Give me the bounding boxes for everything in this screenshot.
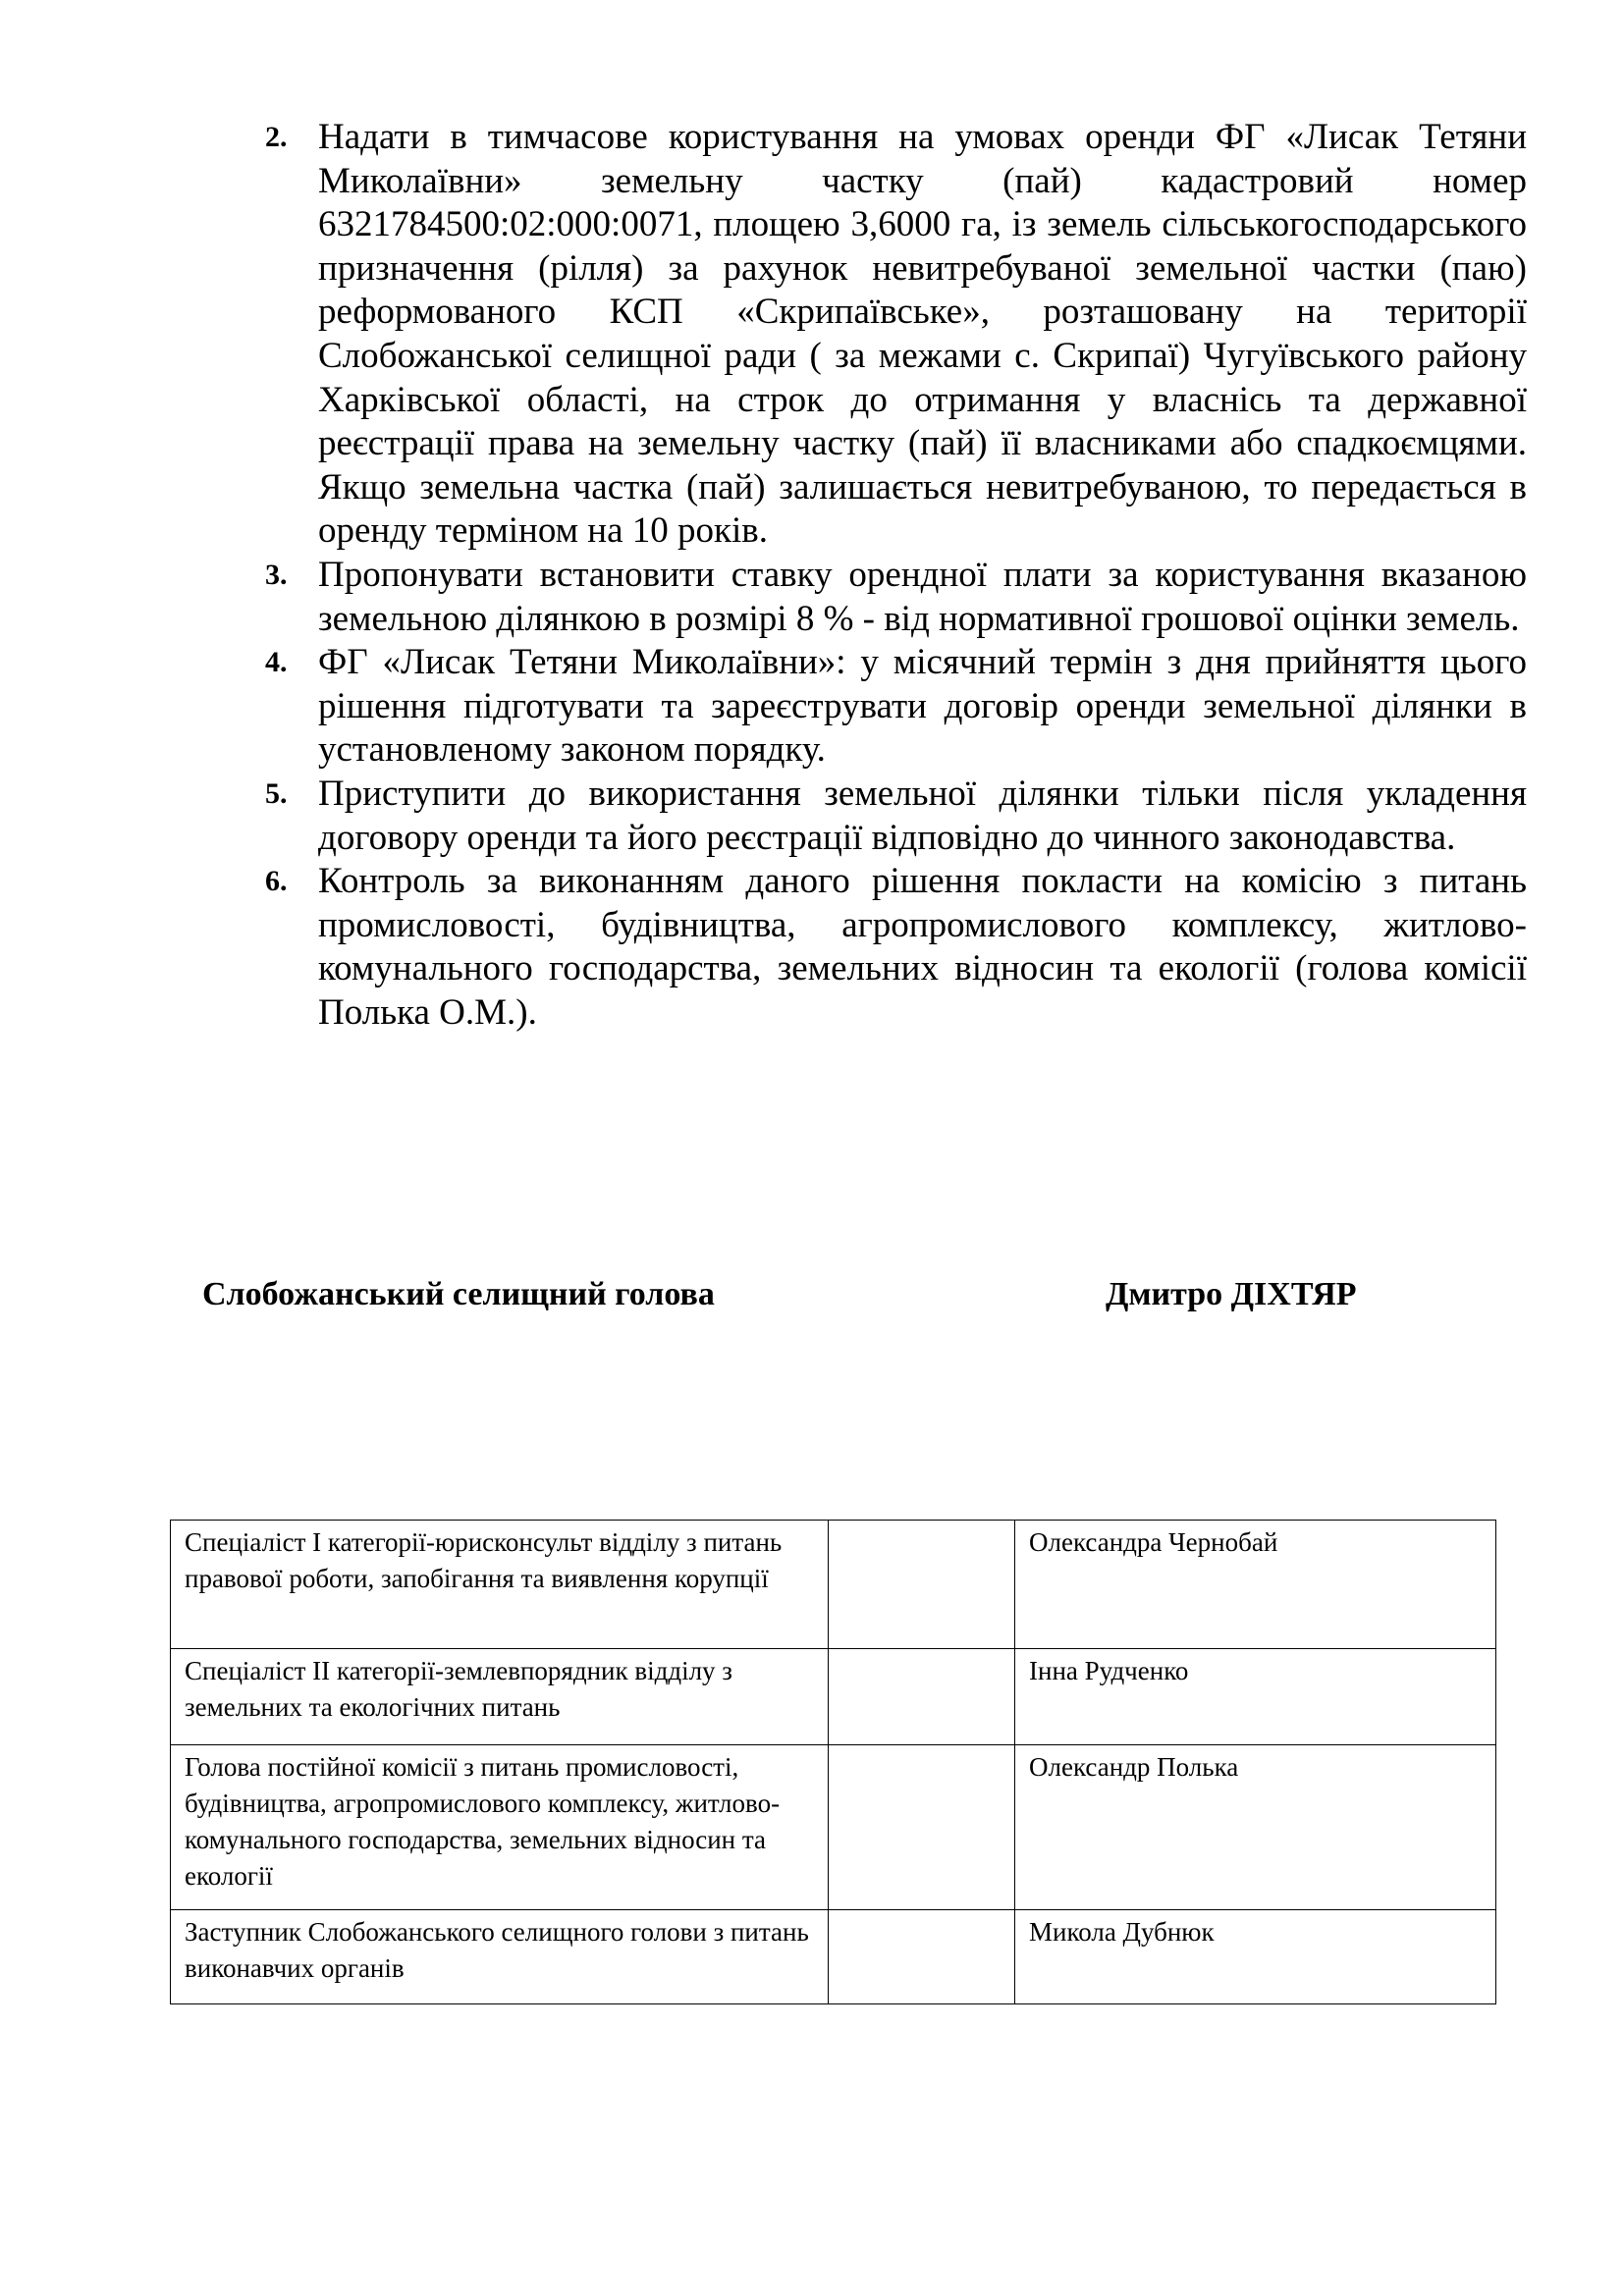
decision-item bbox=[265, 116, 1527, 554]
signature-cell bbox=[829, 1745, 1015, 1910]
name-cell: Олександр Полька bbox=[1015, 1745, 1496, 1910]
signature-name: Дмитро ДІХТЯР bbox=[1106, 1276, 1357, 1312]
decision-item bbox=[265, 641, 1527, 773]
decision-item bbox=[265, 554, 1527, 641]
position-cell: Спеціаліст ІІ категорії-землевпорядник відділу з земельних та екологічних питань bbox=[171, 1649, 829, 1745]
position-cell: Голова постійної комісії з питань промисловості, будівництва, агропромислового комплексу, житлово-комунального господарства, земельних відносин та екології bbox=[171, 1745, 829, 1910]
position-cell: Спеціаліст І категорії-юрисконсульт відділу з питань правової роботи, запобігання та виявлення корупції bbox=[171, 1521, 829, 1649]
table-row bbox=[171, 1910, 1496, 2004]
decision-item bbox=[265, 773, 1527, 860]
table-row bbox=[171, 1521, 1496, 1649]
item-number: 5. bbox=[265, 776, 288, 810]
item-text: Приступити до використання земельної ділянки тільки після укладення договору оренди та його реєстрації відповідно до чинного законодавства. bbox=[318, 773, 1527, 858]
item-text: Пропонувати встановити ставку орендної плати за користування вказаною земельною ділянкою в розмірі 8 % - від нормативної грошової оцінки земель. bbox=[318, 554, 1527, 639]
name-cell: Інна Рудченко bbox=[1015, 1649, 1496, 1745]
table-row bbox=[171, 1649, 1496, 1745]
item-number: 2. bbox=[265, 121, 288, 153]
name-cell: Олександра Чернобай bbox=[1015, 1521, 1496, 1649]
signature-cell bbox=[829, 1649, 1015, 1745]
name-cell: Микола Дубнюк bbox=[1015, 1910, 1496, 2004]
signature-cell bbox=[829, 1910, 1015, 2004]
signature-cell bbox=[829, 1521, 1015, 1649]
item-number: 3. bbox=[265, 558, 288, 591]
decision-item bbox=[265, 860, 1527, 1035]
item-number: 6. bbox=[265, 865, 288, 898]
item-text: ФГ «Лисак Тетяни Миколаївни»: у місячний термін з дня прийняття цього рішення підготувати та зареєструвати договір оренди земельної ділянки в установленому законом порядку. bbox=[318, 642, 1527, 771]
table-row bbox=[171, 1745, 1496, 1910]
item-number: 4. bbox=[265, 646, 288, 679]
decision-list bbox=[265, 116, 1527, 1035]
item-text: Контроль за виконанням даного рішення покласти на комісію з питань промисловості, будівництва, агропромислового комплексу, житлово-комунального господарства, земельних відносин та екології (голова комісії Полька О.М.). bbox=[318, 861, 1527, 1033]
approvals-table bbox=[170, 1520, 1496, 2004]
item-text: Надати в тимчасове користування на умовах оренди ФГ «Лисак Тетяни Миколаївни» земельну частку (пай) кадастровий номер 6321784500:02:000:0071, площею 3,6000 га, із земель сільськогосподарського призначення (рілля) за рахунок невитребуваної земельної частки (паю) реформованого КСП «Скрипаївське», розташовану на території Слобожанської селищної ради ( за межами с. Скрипаї) Чугуївського району Харківської області, на строк до отримання у власнісь та державної реєстрації права на земельну частку (пай) її власниками або спадкоємцями. Якщо земельна частка (пай) залишається невитребуваною, то передається в оренду терміном на 10 років. bbox=[318, 117, 1527, 552]
signature-block bbox=[202, 1276, 1420, 1325]
position-cell: Заступник Слобожанського селищного голови з питань виконавчих органів bbox=[171, 1910, 829, 2004]
signature-title: Слобожанський селищний голова bbox=[202, 1276, 715, 1312]
